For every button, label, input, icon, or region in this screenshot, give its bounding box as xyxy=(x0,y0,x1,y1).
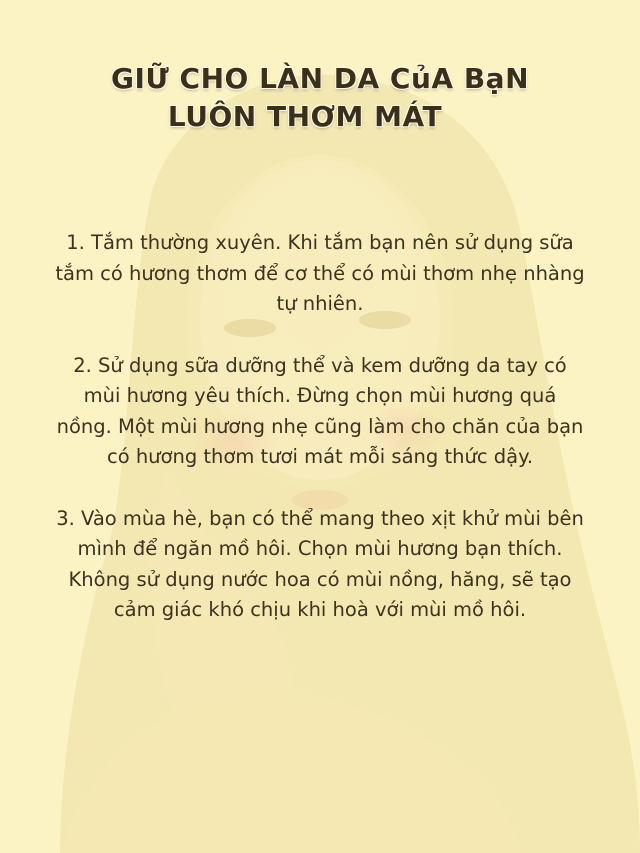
tip-paragraph-1: 1. Tắm thường xuyên. Khi tắm bạn nên sử dụng sữa tắm có hương thơm để cơ thể có mùi thơm nhẹ nhàng tự nhiên. xyxy=(55,231,585,315)
tips-content xyxy=(55,228,585,657)
page-title xyxy=(0,60,640,136)
tip-paragraph-3: 3. Vào mùa hè, bạn có thể mang theo xịt khử mùi bên mình để ngăn mồ hôi. Chọn mùi hương bạn thích. Không sử dụng nước hoa có mùi nồng, hăng, sẽ tạo cảm giác khó chịu khi hoà với mùi mồ hôi. xyxy=(56,506,584,621)
title-line-2: LUÔN THƠM MÁT xyxy=(167,100,443,133)
title-line-1: GIỮ CHO LÀN DA CủA BạN xyxy=(111,62,529,95)
tip-paragraph-2: 2. Sử dụng sữa dưỡng thể và kem dưỡng da tay có mùi hương yêu thích. Đừng chọn mùi hương quá nồng. Một mùi hương nhẹ cũng làm cho chăn của bạn có hương thơm tươi mát mỗi sáng thức dậy. xyxy=(56,353,584,468)
